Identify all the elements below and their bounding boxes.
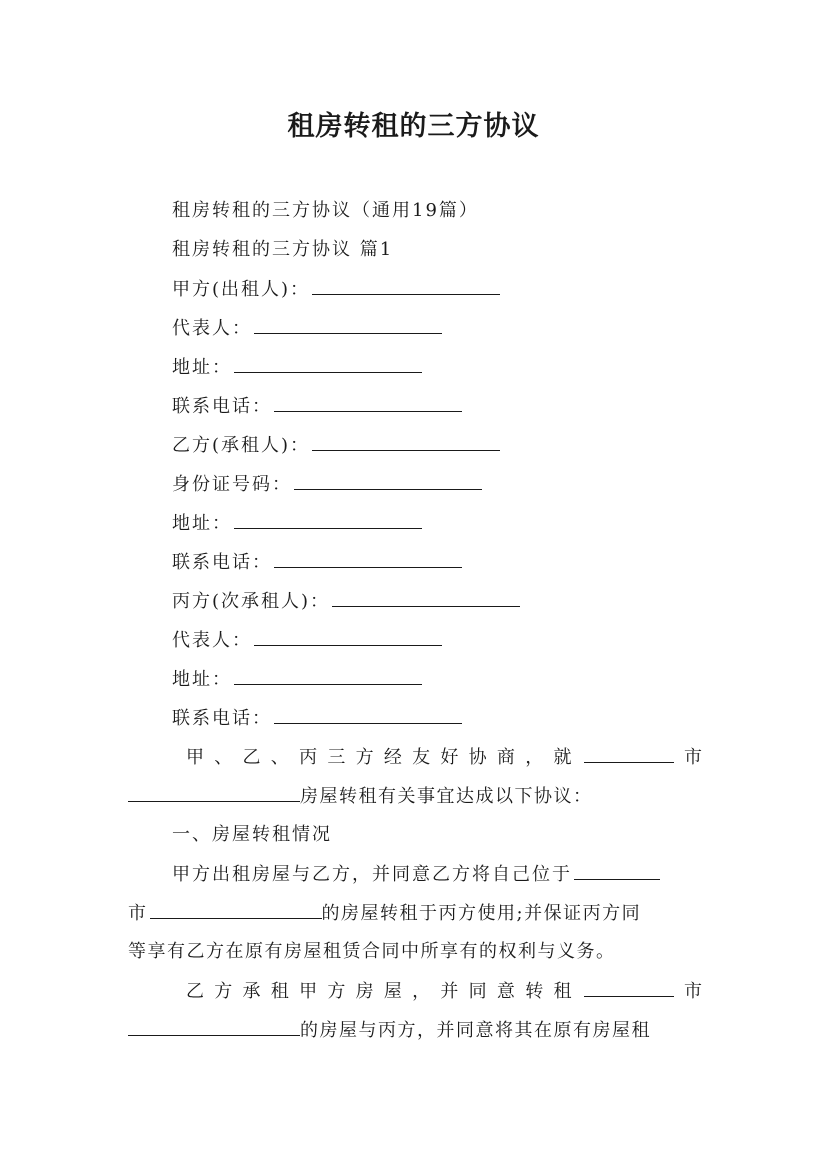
field-address: 地址： (172, 354, 422, 381)
paragraph-sublease-terms: 乙 方 承 租 甲 方 房 屋 ， 并 同 意 转 租 市 (186, 978, 702, 1005)
field-address: 地址： (172, 666, 422, 693)
fill-blank (254, 315, 442, 334)
fill-blank (274, 393, 462, 412)
field-id-number: 身份证号码： (172, 471, 482, 498)
paragraph-line: 等享有乙方在原有房屋租赁合同中所享有的权利与义务。 (128, 941, 616, 962)
fill-blank (234, 510, 422, 529)
paragraph-line: 甲方出租房屋与乙方，并同意乙方将自己位于 (172, 861, 660, 888)
document-title: 租房转租的三方协议 (287, 111, 540, 142)
section-heading: 一、房屋转租情况 (172, 824, 332, 845)
fill-blank (574, 861, 660, 880)
field-lessee: 乙方(承租人)： (172, 432, 500, 459)
fill-blank (234, 666, 422, 685)
paragraph-line: 的房屋与丙方，并同意将其在原有房屋租 (128, 1017, 651, 1044)
fill-blank (312, 432, 500, 451)
fill-blank (312, 276, 500, 295)
paragraph-agreement-intro: 甲 、 乙 、 丙 三 方 经 友 好 协 商 ， 就 市 (186, 744, 702, 771)
fill-blank (150, 900, 322, 919)
field-phone: 联系电话： (172, 705, 462, 732)
fill-blank (128, 1017, 300, 1036)
field-phone: 联系电话： (172, 549, 462, 576)
paragraph-line: 房屋转租有关事宜达成以下协议： (128, 783, 593, 810)
field-representative: 代表人： (172, 315, 442, 342)
field-lessor: 甲方(出租人)： (172, 276, 500, 303)
field-phone: 联系电话： (172, 393, 462, 420)
fill-blank (294, 471, 482, 490)
document-subtitle: 租房转租的三方协议（通用19篇） (172, 200, 479, 221)
chapter-heading: 租房转租的三方协议 篇1 (172, 239, 394, 260)
fill-blank (274, 705, 462, 724)
fill-blank (254, 627, 442, 646)
field-sublessee: 丙方(次承租人)： (172, 588, 520, 615)
fill-blank (274, 549, 462, 568)
fill-blank (584, 978, 674, 997)
field-address: 地址： (172, 510, 422, 537)
paragraph-line: 市 的房屋转租于丙方使用;并保证丙方同 (128, 900, 641, 927)
fill-blank (584, 744, 674, 763)
field-representative: 代表人： (172, 627, 442, 654)
fill-blank (332, 588, 520, 607)
fill-blank (234, 354, 422, 373)
fill-blank (128, 783, 300, 802)
